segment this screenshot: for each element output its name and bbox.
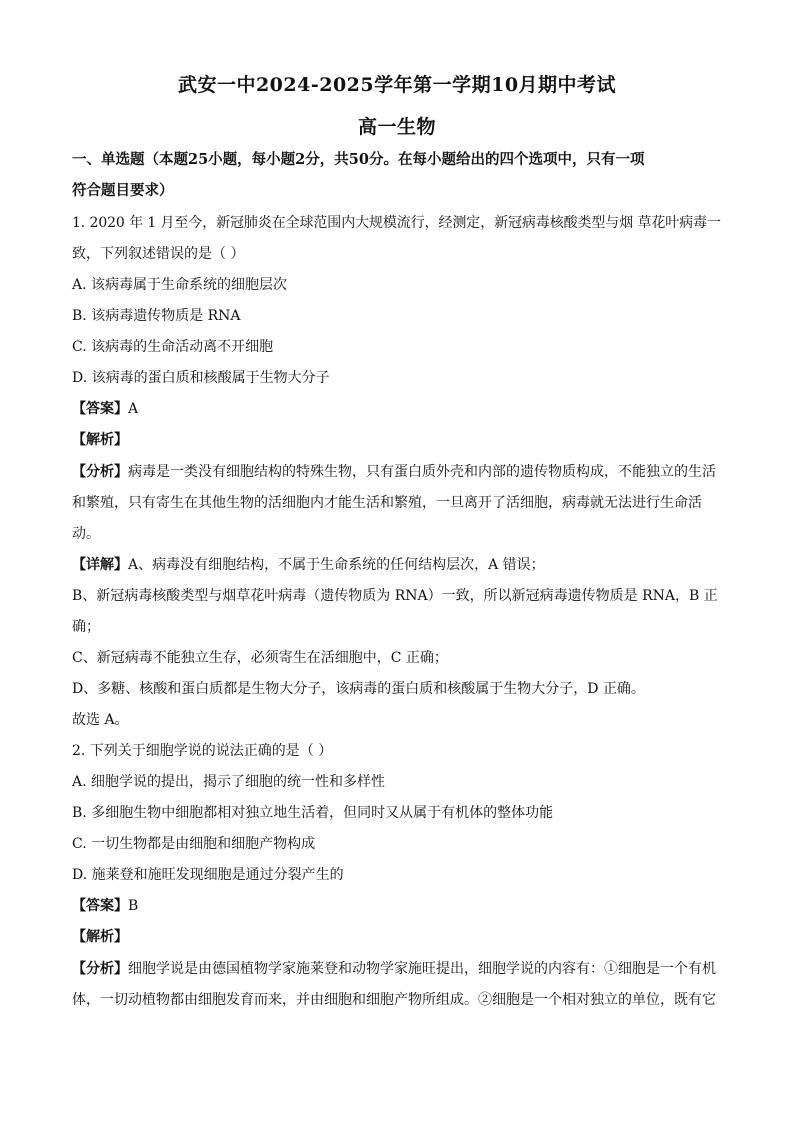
exam-title: 武安一中2024-2025学年第一学期10月期中考试 xyxy=(177,74,617,96)
q2-fenxi-tag: 【分析】 xyxy=(72,961,128,977)
q2-option-b: B. 多细胞生物中细胞都相对独立地生活着，但同时又从属于有机体的整体功能 xyxy=(72,805,554,821)
q1-detail-line-1 xyxy=(72,555,724,575)
q1-detail-line-5: D、多糖、核酸和蛋白质都是生物大分子，该病毒的蛋白质和核酸属于生物大分子，D 正确。 xyxy=(72,681,645,697)
q1-fenxi-line-1 xyxy=(72,462,724,482)
q1-answer-value: A xyxy=(128,401,139,417)
q2-answer-tag: 【答案】 xyxy=(72,898,128,914)
q2-option-c: C. 一切生物都是由细胞和细胞产物构成 xyxy=(72,836,316,852)
q1-conclusion: 故选 A。 xyxy=(72,712,129,728)
q2-stem: 2. 下列关于细胞学说的说法正确的是（ ） xyxy=(72,743,333,759)
q1-answer-tag: 【答案】 xyxy=(72,401,128,417)
q1-detail-line-3: 确； xyxy=(72,619,100,635)
q2-fenxi-text-1: 细胞学说是由德国植物学家施莱登和动物学家施旺提出，细胞学说的内容有：①细胞是一个有机 xyxy=(128,961,716,977)
q1-detail-tag: 【详解】 xyxy=(72,557,128,573)
q1-option-a: A. 该病毒属于生命系统的细胞层次 xyxy=(72,277,288,293)
q1-analysis-tag: 【解析】 xyxy=(72,432,128,448)
q1-fenxi-text-1: 病毒是一类没有细胞结构的特殊生物，只有蛋白质外壳和内部的遗传物质构成，不能独立的生活 xyxy=(128,464,716,480)
q1-detail-line-4: C、新冠病毒不能独立生存，必须寄生在活细胞中，C 正确； xyxy=(72,650,448,666)
q1-fenxi-line-3: 动。 xyxy=(72,526,100,542)
section-heading-line-1: 一、单选题（本题25小题，每小题2分，共50分。在每小题给出的四个选项中，只有一项 xyxy=(72,151,645,168)
exam-subtitle: 高一生物 xyxy=(357,116,436,138)
q1-option-c: C. 该病毒的生命活动离不开细胞 xyxy=(72,339,274,355)
q2-answer xyxy=(72,896,724,916)
q1-option-b: B. 该病毒遗传物质是 RNA xyxy=(72,308,241,324)
q2-option-d: D. 施莱登和施旺发现细胞是通过分裂产生的 xyxy=(72,867,344,883)
q1-option-d: D. 该病毒的蛋白质和核酸属于生物大分子 xyxy=(72,370,330,386)
q1-detail-line-2: B、新冠病毒核酸类型与烟草花叶病毒（遗传物质为 RNA）一致，所以新冠病毒遗传物质是 RNA，B 正 xyxy=(72,588,718,604)
q1-detail-text-1: A、病毒没有细胞结构，不属于生命系统的任何结构层次，A 错误； xyxy=(128,557,545,573)
q1-fenxi-tag: 【分析】 xyxy=(72,464,128,480)
q1-answer xyxy=(72,399,724,419)
q1-fenxi-line-2: 和繁殖，只有寄生在其他生物的活细胞内才能生活和繁殖，一旦离开了活细胞，病毒就无法进行生命活 xyxy=(72,495,702,511)
q2-analysis-tag: 【解析】 xyxy=(72,929,128,945)
q2-fenxi-line-1 xyxy=(72,959,724,979)
q2-answer-value: B xyxy=(128,898,139,914)
q1-stem-line-2: 致，下列叙述错误的是（ ） xyxy=(72,246,245,262)
section-heading-line-2: 符合题目要求） xyxy=(72,182,174,199)
q2-option-a: A. 细胞学说的提出，揭示了细胞的统一性和多样性 xyxy=(72,774,386,790)
q1-stem-line-1: 1. 2020 年 1 月至今，新冠肺炎在全球范围内大规模流行，经测定，新冠病毒核酸类型与烟 草花叶病毒一 xyxy=(72,215,721,231)
q2-fenxi-line-2: 体，一切动植物都由细胞发育而来，并由细胞和细胞产物所组成。②细胞是一个相对独立的单位，既有它 xyxy=(72,992,716,1008)
